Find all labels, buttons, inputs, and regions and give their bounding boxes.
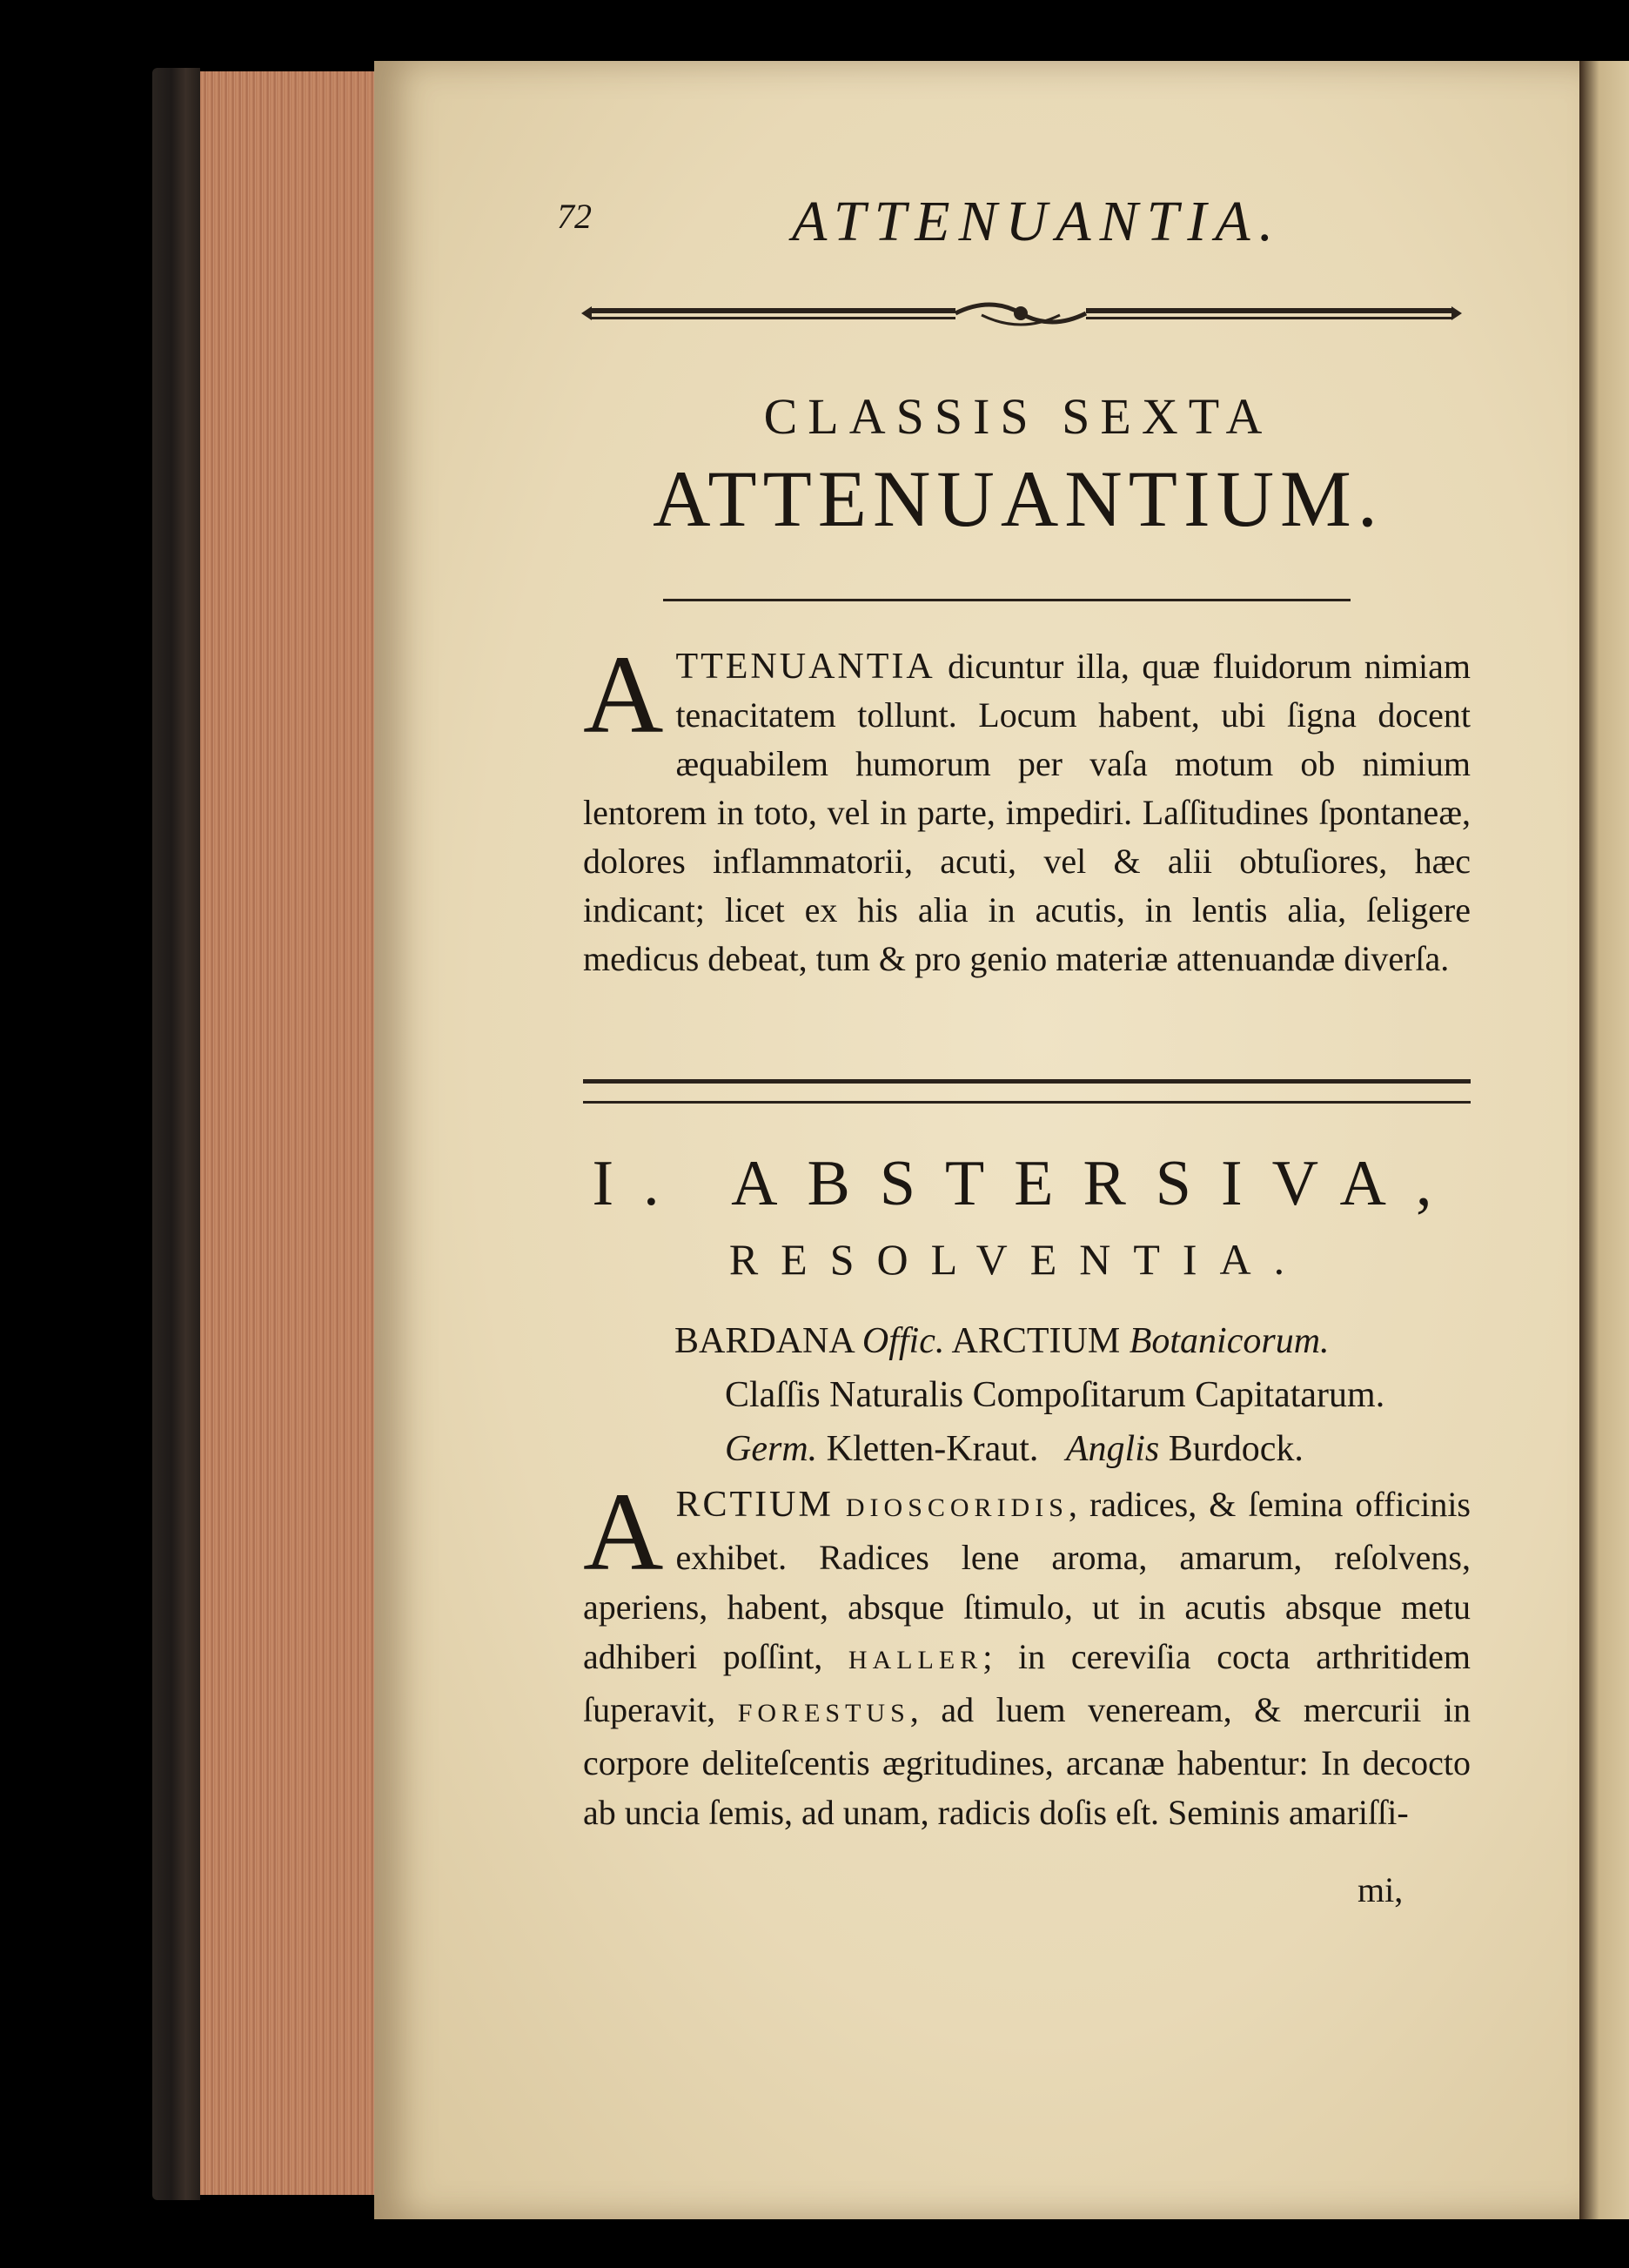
body-paragraph xyxy=(583,1470,1471,1837)
body-text-2: ; in cereviſia cocta arthritidem ſuperavit, xyxy=(583,1637,1471,1729)
author-dioscoridis: DIOSCORIDIS xyxy=(845,1493,1069,1522)
entry-line-3 xyxy=(674,1422,1475,1476)
page-edges xyxy=(200,71,374,2195)
running-head xyxy=(557,190,1471,265)
entry-name: BARDANA xyxy=(674,1321,854,1361)
author-haller: HALLER xyxy=(848,1646,983,1674)
body-text-3: , ad luem veneream, & mercurii in corpore deliteſcentis ægritudines, arcanæ habentur: In decocto ab uncia ſemis, ad unam, radicis doſis eſt. Seminis amariſſi- xyxy=(583,1690,1471,1832)
catchword: mi, xyxy=(1358,1870,1404,1909)
entry-angl: Anglis xyxy=(1065,1429,1160,1469)
entry-botan: Botanicorum. xyxy=(1129,1321,1330,1361)
intro-paragraph xyxy=(583,633,1471,983)
body-text-1: , radices, & ſemina officinis exhibet. Radices lene aroma, amarum, reſolvens, aperiens, habent, absque ſtimulo, ut in acutis absque metu adhiberi poſſint, xyxy=(583,1485,1471,1676)
facing-page-edge xyxy=(1579,61,1629,2219)
entry-line-2: Claſſis Naturalis Compoſitarum Capitatarum. xyxy=(725,1375,1385,1415)
intro-dropcap: A xyxy=(583,633,664,756)
header-ornament xyxy=(581,296,1462,334)
body-dropcap: A xyxy=(583,1470,664,1594)
author-forestus: FORESTUS xyxy=(737,1699,910,1728)
section-divider xyxy=(583,1079,1471,1104)
intro-lead-caps: TTENUANTIA xyxy=(675,647,935,687)
entry-angl-name: Burdock. xyxy=(1168,1429,1304,1469)
section-heading: I. ABSTERSIVA, xyxy=(592,1148,1462,1219)
class-label: CLASSIS SEXTA xyxy=(763,388,1273,445)
section-subheading: RESOLVENTIA. xyxy=(728,1235,1308,1284)
plant-entry xyxy=(674,1314,1475,1476)
entry-line-1 xyxy=(674,1314,1475,1368)
entry-arctium: ARCTIUM xyxy=(951,1321,1121,1361)
entry-germ: Germ. xyxy=(725,1429,818,1469)
page-number: 72 xyxy=(557,197,592,236)
class-title: ATTENUANTIUM. xyxy=(653,454,1384,543)
entry-offic: Offic. xyxy=(861,1321,945,1361)
title-rule xyxy=(663,599,1351,601)
body-lead-caps: RCTIUM xyxy=(675,1485,834,1525)
running-title: ATTENUANTIA. xyxy=(792,190,1283,253)
book-spine-edge xyxy=(152,68,200,2200)
intro-text: dicuntur illa, quæ fluidorum nimiam tenacitatem tollunt. Locum habent, ubi ſigna docent æquabilem humorum per vaſa motum ob nimium lentorem in toto, vel in parte, impediri. Laſſitudines ſpontaneæ, dolores inflammatorii, acuti, vel & alii obtuſiores, hæc indicant; licet ex his alia in acutis, in lentis alia, ſeligere medicus debeat, tum & pro genio materiæ attenuandæ diverſa. xyxy=(583,647,1471,978)
entry-germ-name: Kletten-Kraut. xyxy=(826,1429,1039,1469)
